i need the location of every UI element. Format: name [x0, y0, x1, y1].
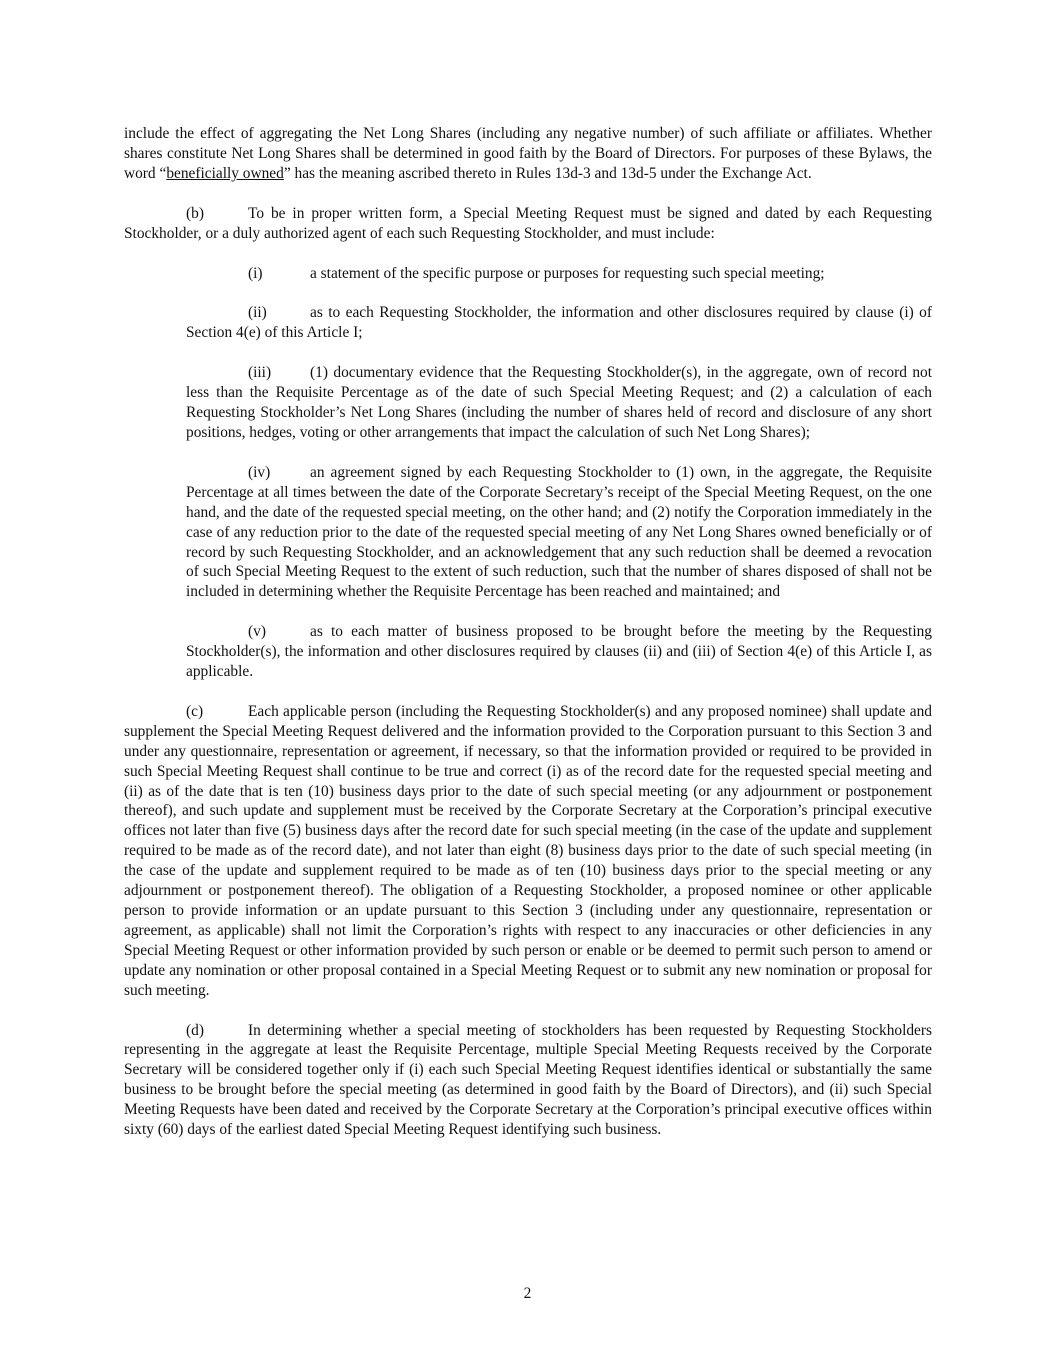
clause-iii-text: (1) documentary evidence that the Requesting Stockholder(s), in the aggregate, own of record not less than the Requisite Percentage as of the date of such Special Meeting Request; and (2) a calculation of each Requesting Stockholder’s Net Long Shares (including the number of shares held of record and disclosure of any short positions, hedges, voting or other arrangements that impact the calculation of such Net Long Shares); — [186, 364, 932, 441]
section-d-text: In determining whether a special meeting of stockholders has been requested by Requesting Stockholders representing in the aggregate at least the Requisite Percentage, multiple Special Meeting Requests received by the Corporate Secretary will be considered together only if (i) each such Special Meeting Request identifies identical or substantially the same business to be brought before the special meeting (as determined in good faith by the Board of Directors), and (ii) such Special Meeting Requests have been dated and received by the Corporate Secretary at the Corporation’s principal executive offices within sixty (60) days of the earliest dated Special Meeting Request identifying such business. — [124, 1021, 932, 1139]
section-c-paragraph — [124, 702, 932, 1001]
defined-term-beneficially-owned: beneficially owned — [166, 164, 284, 182]
section-d-paragraph — [124, 1021, 932, 1140]
clause-i-label: (i) — [248, 264, 263, 282]
clause-ii-paragraph — [186, 303, 932, 343]
section-b-label: (b) — [186, 204, 204, 222]
section-b-text: To be in proper written form, a Special Meeting Request must be signed and dated by each Requesting Stockholder, or a duly authorized agent of each such Requesting Stockholder, and must include: — [124, 204, 932, 242]
page-number: 2 — [523, 1285, 532, 1302]
clause-v-label: (v) — [248, 623, 266, 641]
clause-ii-text: as to each Requesting Stockholder, the information and other disclosures required by clause (i) of Section 4(e) of this Article I; — [186, 304, 932, 342]
intro-text-after: ” has the meaning ascribed thereto in Rules 13d-3 and 13d-5 under the Exchange Act. — [283, 164, 812, 182]
clause-ii-label: (ii) — [248, 304, 267, 322]
clause-i-text: a statement of the specific purpose or purposes for requesting such special meeting; — [310, 264, 825, 282]
section-d-label: (d) — [186, 1021, 204, 1039]
clause-i-paragraph — [186, 264, 932, 284]
intro-text-before: include the effect of aggregating the Net Long Shares (including any negative number) of such affiliate or affiliates. Whether shares constitute Net Long Shares shall be determined in good faith by the Board of Directors. For purposes of these Bylaws, the word “ — [124, 125, 932, 182]
section-b-paragraph — [124, 204, 932, 244]
section-c-text: Each applicable person (including the Requesting Stockholder(s) and any proposed nominee) shall update and supplement the Special Meeting Request delivered and the information provided to the Corporation pursuant to this Section 3 and under any questionnaire, representation or agreement, if necessary, so that the information provided or required to be provided in such Special Meeting Request shall continue to be true and correct (i) as of the record date for the requested special meeting and (ii) as of the date that is ten (10) business days prior to the date of such special meeting (or any adjournment or postponement thereof), and such update and supplement must be received by the Corporate Secretary at the Corporation’s principal executive offices not later than five (5) business days after the record date for such special meeting (in the case of the update and supplement required to be made as of the record date), and not later than eight (8) business days prior to the date of such special meeting (in the case of the update and supplement required to be made as of ten (10) business days prior to the special meeting or any adjournment or postponement thereof). The obligation of a Requesting Stockholder, a proposed nominee or other applicable person to provide information or an update pursuant to this Section 3 (including under any questionnaire, representation or agreement, as applicable) shall not limit the Corporation’s rights with respect to any inaccuracies or other deficiencies in any Special Meeting Request or other information provided by such person or enable or be deemed to permit such person to amend or update any nomination or other proposal contained in a Special Meeting Request or to submit any new nomination or proposal for such meeting. — [124, 702, 932, 999]
clause-v-paragraph — [186, 622, 932, 682]
document-page — [124, 124, 932, 1160]
clause-iii-paragraph — [186, 363, 932, 443]
clause-iv-text: an agreement signed by each Requesting Stockholder to (1) own, in the aggregate, the Requisite Percentage at all times between the date of the Corporate Secretary’s receipt of the Special Meeting Request, on the one hand, and the date of the requested special meeting, on the other hand; and (2) notify the Corporation immediately in the case of any reduction prior to the date of the requested special meeting of any Net Long Shares owned beneficially or of record by such Requesting Stockholder, and an acknowledgement that any such reduction shall be deemed a revocation of such Special Meeting Request to the extent of such reduction, such that the number of shares disposed of shall not be included in determining whether the Requisite Percentage has been reached and maintained; and — [186, 463, 932, 601]
clause-v-text: as to each matter of business proposed to be brought before the meeting by the Requesting Stockholder(s), the information and other disclosures required by clauses (ii) and (iii) of Section 4(e) of this Article I, as applicable. — [186, 623, 932, 681]
clause-iii-label: (iii) — [248, 364, 272, 382]
clause-iv-label: (iv) — [248, 463, 271, 481]
intro-paragraph — [124, 124, 932, 184]
clause-iv-paragraph — [186, 463, 932, 602]
section-c-label: (c) — [186, 702, 204, 720]
